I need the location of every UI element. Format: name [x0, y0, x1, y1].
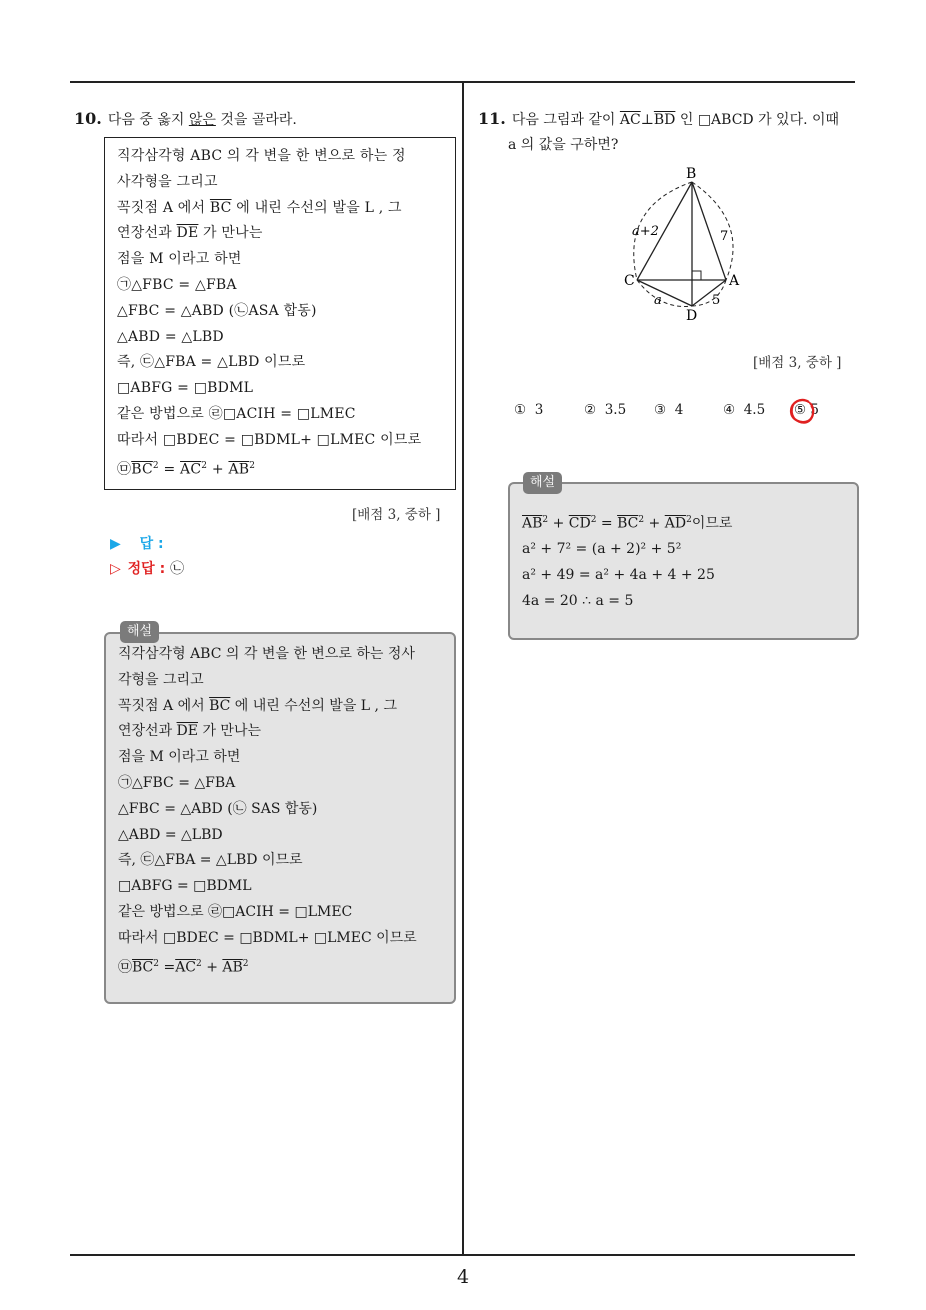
choice-3-mark: ③: [654, 402, 667, 418]
q11-eq-operator: 이므로: [691, 515, 733, 532]
q11-number: 11.: [478, 109, 506, 128]
q11-eq-segment: $\overline{BC}$: [617, 515, 639, 532]
q10-explanation-line: [118, 823, 454, 849]
q10-statement-text: □ABFG = □BDML: [117, 380, 254, 397]
q10-statement-eq-segment: $\overline{AC}$: [180, 461, 202, 478]
label-side-cb: a+2: [632, 224, 659, 239]
q10-explanation-text: 연장선과: [118, 723, 177, 740]
q10-explanation-text: □ABFG = □BDML: [118, 878, 252, 895]
q10-statement-eq-operator: +: [207, 461, 229, 478]
q10-explanation-eq-segment: $\overline{AC}$: [175, 959, 197, 976]
q10-explanation-line: [118, 797, 454, 823]
q11-quadrilateral-figure: [600, 162, 770, 327]
q10-explanation-line: [118, 694, 454, 720]
label-b: B: [686, 166, 697, 182]
label-d: D: [686, 308, 698, 324]
q10-statement-eq-exponent: 2: [201, 460, 208, 471]
q11-eq-segment: $\overline{CD}$: [568, 515, 591, 532]
q10-explanation-text: △ABD = △LBD: [118, 826, 223, 843]
q11-eq-exponent: 2: [638, 515, 645, 525]
q10-explanation-line: [118, 668, 454, 694]
q10-statement-line: [117, 299, 455, 325]
q10-statement-eq-exponent: 2: [249, 460, 256, 471]
q10-prompt-underlined: 않은: [188, 112, 216, 128]
q11-eq-exponent: 2: [686, 515, 692, 525]
q10-explanation-line: [118, 874, 454, 900]
q10-statement-box: [104, 137, 456, 490]
choice-1[interactable]: [514, 402, 543, 418]
q11-eq-operator: +: [644, 515, 665, 532]
correct-value: ㉡: [170, 561, 185, 577]
q10-explanation-eq-operator: +: [201, 959, 223, 976]
q11-explanation-box: [508, 482, 859, 640]
q10-explanation-eq-operator: =: [159, 959, 176, 976]
q10-explanation-text: 꼭짓점 A 에서: [118, 697, 210, 714]
q10-explanation-text: 즉, ㉢△FBA = △LBD 이므로: [118, 852, 303, 869]
q10-statement-eq-exponent: 2: [152, 460, 159, 471]
bottom-rule: [70, 1254, 855, 1256]
q10-explanation-tag: 해설: [120, 621, 159, 643]
q10-explanation-last-line: [118, 952, 454, 981]
q10-statement-text: △FBC = △ABD (㉡ASA 합동): [117, 302, 317, 319]
q10-statement-line: [117, 170, 455, 196]
q11-eq-segment: $\overline{AD}$: [664, 515, 687, 532]
outline-play-icon: ▷: [110, 561, 121, 577]
answer-label: 답 :: [139, 536, 164, 552]
q10-explanation-line: [118, 745, 454, 771]
q10-explanation-text: 점을 M 이라고 하면: [118, 749, 241, 766]
q10-explanation-box: [104, 632, 456, 1004]
label-c: C: [624, 273, 635, 289]
q11-eq-exponent: 2: [542, 515, 549, 525]
q10-explanation-text: 각형을 그리고: [118, 671, 204, 688]
q10-prompt-text: 다음 중 옳지: [107, 112, 189, 128]
q10-explanation-line: [118, 900, 454, 926]
q11-explanation-eq1: [522, 508, 857, 537]
q11-prompt-text-end: 인 □ABCD 가 있다. 이때: [675, 112, 840, 128]
q10-statement-line: [117, 196, 455, 222]
q11-score: [배점 3, 중하 ]: [753, 355, 842, 371]
q11-prompt-text: 다음 그림과 같이: [511, 112, 620, 128]
q10-statement-text: 따라서 □BDEC = □BDML+ □LMEC 이므로: [117, 431, 422, 448]
q10-statement-line: [117, 376, 455, 402]
q10-explanation-line: [118, 926, 454, 952]
q10-explanation-lines: [118, 642, 454, 952]
q10-explanation-text: 가 만나는: [198, 723, 261, 740]
correct-label: 정답 :: [127, 561, 166, 577]
q10-explanation-line: [118, 642, 454, 668]
q11-explanation-tag: 해설: [523, 472, 562, 494]
q10-statement-line: [117, 247, 455, 273]
q11-eq-exponent: 2: [590, 515, 597, 525]
q10-statement-text: 사각형을 그리고: [117, 173, 218, 190]
q10-explanation-eq-marker: ㉤: [118, 959, 132, 976]
choice-3[interactable]: [654, 402, 683, 418]
q11-explanation-line: a² + 49 = a² + 4a + 4 + 25: [522, 567, 715, 584]
column-divider: [462, 82, 464, 1256]
q10-statement-text: 점을 M 이라고 하면: [117, 251, 242, 268]
q10-answer-row: [110, 533, 164, 553]
q10-correct-row: [110, 558, 184, 578]
choice-1-mark: ①: [514, 402, 527, 418]
q11-segment-ac: $\overline{AC}$: [619, 112, 641, 128]
q10-explanation-line: [118, 848, 454, 874]
q10-explanation-eq-exponent: 2: [196, 958, 202, 969]
q10-explanation-eq-segment: $\overline{AB}$: [222, 959, 243, 976]
q10-statement-line: [117, 350, 455, 376]
q10-statement-line: [117, 144, 455, 170]
q10-statement-text: 꼭짓점 A 에서: [117, 199, 210, 216]
q11-explanation-line: a² + 7² = (a + 2)² + 5²: [522, 541, 682, 558]
q10-explanation-segment: $\overline{DE}$: [176, 723, 198, 740]
q10-statement-segment: $\overline{DE}$: [176, 225, 199, 242]
q10-statement-text: 즉, ㉢△FBA = △LBD 이므로: [117, 354, 306, 371]
choice-5-mark: ⑤: [794, 402, 807, 418]
q11-perp-symbol: ⊥: [640, 112, 654, 128]
q10-explanation-line: [118, 719, 454, 745]
choice-4-value: 4.5: [743, 402, 766, 418]
choice-3-value: 4: [674, 402, 684, 418]
q10-explanation-text: 직각삼각형 ABC 의 각 변을 한 변으로 하는 정사: [118, 646, 415, 662]
q10-statement-line: [117, 428, 455, 454]
q11-eq-operator: =: [596, 515, 618, 532]
q10-explanation-eq-exponent: 2: [153, 958, 159, 969]
q10-statement-text: 가 만나는: [198, 225, 263, 242]
choice-2[interactable]: [584, 402, 626, 418]
q10-explanation-segment: $\overline{BC}$: [209, 697, 231, 714]
q10-number: 10.: [74, 109, 102, 128]
q10-explanation-eq-exponent: 2: [242, 958, 249, 969]
label-side-da: 5: [712, 293, 721, 308]
q10-explanation-text: 같은 방법으로 ㉣□ACIH = □LMEC: [118, 903, 353, 920]
q10-statement-eq-segment: $\overline{BC}$: [131, 461, 153, 478]
q10-statement-eq-segment: $\overline{AB}$: [228, 461, 250, 478]
label-side-ba: 7: [720, 229, 729, 244]
q10-explanation-text: ㉠△FBC = △FBA: [118, 774, 236, 791]
choice-5-value: 5: [810, 402, 819, 418]
q10-statement-text: ㉠△FBC = △FBA: [117, 276, 237, 293]
q11-eq-segment: $\overline{AB}$: [522, 515, 543, 532]
q11-segment-bd: $\overline{BD}$: [653, 112, 676, 128]
q11-eq-operator: +: [548, 515, 569, 532]
label-a: A: [729, 273, 740, 289]
q10-statement-text: 같은 방법으로 ㉣□ACIH = □LMEC: [117, 405, 356, 422]
choice-4[interactable]: [723, 402, 765, 418]
q10-statement-text: 연장선과: [117, 225, 177, 242]
q10-statement-text: 에 내린 수선의 발을 L , 그: [231, 199, 402, 216]
q10-statement-line: [117, 325, 455, 351]
q10-explanation-text: 따라서 □BDEC = □BDML+ □LMEC 이므로: [118, 929, 417, 946]
q10-statement-text: 직각삼각형 ABC 의 각 변을 한 변으로 하는 정: [117, 148, 406, 164]
q10-explanation-text: 에 내린 수선의 발을 L , 그: [230, 697, 397, 714]
choice-4-mark: ④: [723, 402, 736, 418]
q10-statement-last-line: [117, 454, 455, 483]
q10-statement-segment: $\overline{BC}$: [209, 199, 232, 216]
selected-answer-circle-icon: [787, 396, 817, 426]
q10-explanation-eq-segment: $\overline{BC}$: [132, 959, 154, 976]
right-angle-mark: [692, 271, 701, 280]
q10-statement-eq-operator: =: [158, 461, 181, 478]
q10-statement-line: [117, 221, 455, 247]
q10-statement-eq-marker: ㉤: [117, 461, 132, 478]
choice-1-value: 3: [534, 402, 544, 418]
q10-statement-text: △ABD = △LBD: [117, 328, 224, 345]
q11-prompt: [478, 106, 839, 133]
choice-2-value: 3.5: [604, 402, 627, 418]
label-side-cd: a: [654, 293, 662, 308]
q10-prompt-text-end: 것을 골라라.: [215, 112, 297, 128]
play-icon: ▶: [110, 536, 121, 552]
q10-score: [배점 3, 중하 ]: [352, 507, 441, 523]
choice-2-mark: ②: [584, 402, 597, 418]
q11-explanation-lines: [522, 537, 857, 614]
q10-explanation-text: △FBC = △ABD (㉡ SAS 합동): [118, 800, 318, 817]
q10-statement-line: [117, 273, 455, 299]
q10-explanation-line: [118, 771, 454, 797]
q10-prompt: [74, 106, 297, 133]
q11-prompt-line2: a 의 값을 구하면?: [508, 137, 619, 153]
page-number: 4: [456, 1266, 470, 1288]
q11-explanation-line: 4a = 20 ∴ a = 5: [522, 593, 634, 610]
